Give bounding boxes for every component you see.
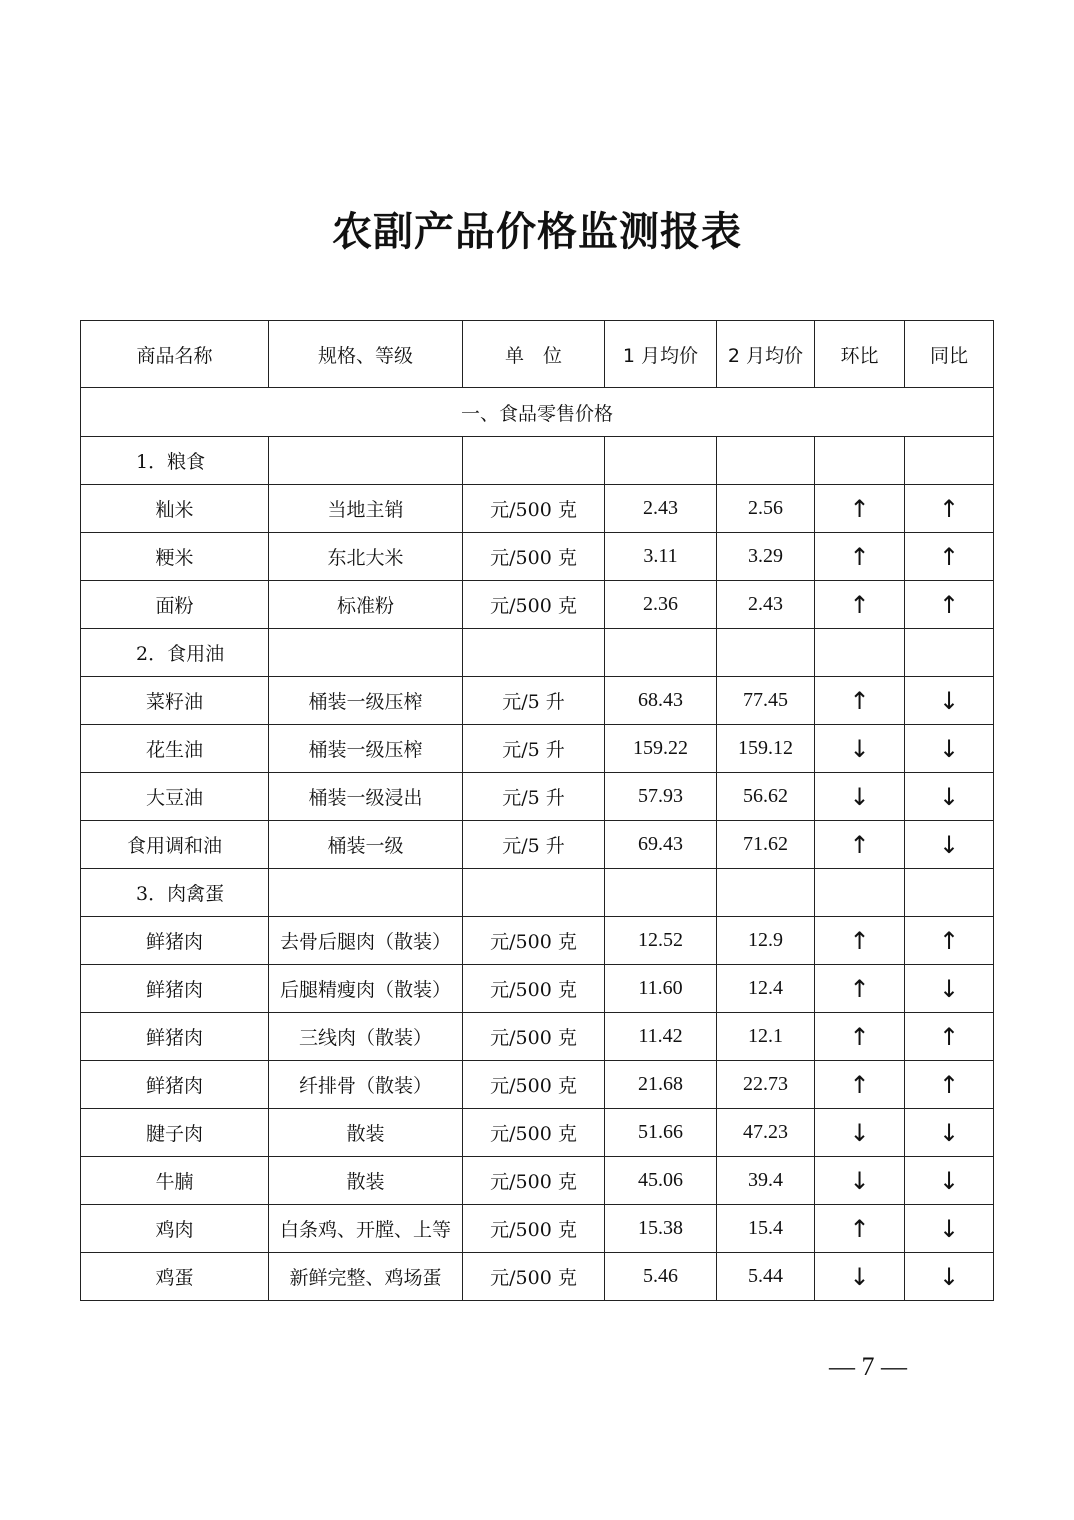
yoy-change-arrow: ↓ bbox=[905, 1109, 994, 1157]
item-unit: 元/500 克 bbox=[463, 1157, 605, 1205]
header-product-name: 商品名称 bbox=[81, 321, 269, 388]
feb-avg-price: 39.4 bbox=[717, 1157, 815, 1205]
item-unit: 元/500 克 bbox=[463, 1013, 605, 1061]
table-row bbox=[81, 965, 994, 1013]
empty-cell bbox=[717, 869, 815, 917]
mom-change-arrow: ↑ bbox=[815, 821, 905, 869]
empty-cell bbox=[463, 869, 605, 917]
item-unit: 元/500 克 bbox=[463, 1205, 605, 1253]
header-mom: 环比 bbox=[815, 321, 905, 388]
feb-avg-price: 2.56 bbox=[717, 485, 815, 533]
item-spec: 纤排骨（散装） bbox=[269, 1061, 463, 1109]
item-unit: 元/500 克 bbox=[463, 581, 605, 629]
feb-avg-price: 12.1 bbox=[717, 1013, 815, 1061]
empty-cell bbox=[463, 629, 605, 677]
feb-avg-price: 12.4 bbox=[717, 965, 815, 1013]
mom-change-arrow: ↑ bbox=[815, 581, 905, 629]
empty-cell bbox=[815, 437, 905, 485]
item-name: 鲜猪肉 bbox=[81, 1061, 269, 1109]
item-spec: 去骨后腿肉（散装） bbox=[269, 917, 463, 965]
item-spec: 桶装一级浸出 bbox=[269, 773, 463, 821]
jan-avg-price: 159.22 bbox=[605, 725, 717, 773]
category-row bbox=[81, 869, 994, 917]
yoy-change-arrow: ↓ bbox=[905, 821, 994, 869]
jan-avg-price: 11.42 bbox=[605, 1013, 717, 1061]
mom-change-arrow: ↓ bbox=[815, 1157, 905, 1205]
item-name: 大豆油 bbox=[81, 773, 269, 821]
yoy-change-arrow: ↓ bbox=[905, 677, 994, 725]
table-header-row bbox=[81, 321, 994, 388]
table-row bbox=[81, 1013, 994, 1061]
item-spec: 后腿精瘦肉（散装） bbox=[269, 965, 463, 1013]
item-unit: 元/500 克 bbox=[463, 1253, 605, 1301]
page-title: 农副产品价格监测报表 bbox=[332, 208, 742, 255]
jan-avg-price: 51.66 bbox=[605, 1109, 717, 1157]
price-table bbox=[80, 320, 994, 1301]
empty-cell bbox=[717, 437, 815, 485]
mom-change-arrow: ↓ bbox=[815, 1109, 905, 1157]
mom-change-arrow: ↓ bbox=[815, 773, 905, 821]
empty-cell bbox=[905, 437, 994, 485]
item-unit: 元/500 克 bbox=[463, 965, 605, 1013]
yoy-change-arrow: ↓ bbox=[905, 1157, 994, 1205]
category-row bbox=[81, 437, 994, 485]
item-unit: 元/5 升 bbox=[463, 821, 605, 869]
jan-avg-price: 12.52 bbox=[605, 917, 717, 965]
mom-change-arrow: ↓ bbox=[815, 1253, 905, 1301]
feb-avg-price: 159.12 bbox=[717, 725, 815, 773]
feb-avg-price: 77.45 bbox=[717, 677, 815, 725]
feb-avg-price: 71.62 bbox=[717, 821, 815, 869]
mom-change-arrow: ↑ bbox=[815, 917, 905, 965]
header-feb-avg: 2 月均价 bbox=[717, 321, 815, 388]
mom-change-arrow: ↑ bbox=[815, 677, 905, 725]
item-name: 籼米 bbox=[81, 485, 269, 533]
mom-change-arrow: ↑ bbox=[815, 965, 905, 1013]
item-name: 食用调和油 bbox=[81, 821, 269, 869]
table-row bbox=[81, 485, 994, 533]
item-name: 鸡蛋 bbox=[81, 1253, 269, 1301]
yoy-change-arrow: ↓ bbox=[905, 1253, 994, 1301]
item-spec: 标准粉 bbox=[269, 581, 463, 629]
table-row bbox=[81, 821, 994, 869]
item-spec: 桶装一级压榨 bbox=[269, 677, 463, 725]
table-row bbox=[81, 1157, 994, 1205]
yoy-change-arrow: ↓ bbox=[905, 965, 994, 1013]
table-row bbox=[81, 1253, 994, 1301]
feb-avg-price: 3.29 bbox=[717, 533, 815, 581]
item-unit: 元/500 克 bbox=[463, 533, 605, 581]
table-row bbox=[81, 1061, 994, 1109]
item-spec: 散装 bbox=[269, 1109, 463, 1157]
jan-avg-price: 11.60 bbox=[605, 965, 717, 1013]
item-spec: 东北大米 bbox=[269, 533, 463, 581]
item-name: 鲜猪肉 bbox=[81, 1013, 269, 1061]
category-name: 2．食用油 bbox=[81, 629, 269, 677]
mom-change-arrow: ↓ bbox=[815, 725, 905, 773]
feb-avg-price: 5.44 bbox=[717, 1253, 815, 1301]
mom-change-arrow: ↑ bbox=[815, 533, 905, 581]
table-row bbox=[81, 917, 994, 965]
item-name: 鲜猪肉 bbox=[81, 965, 269, 1013]
yoy-change-arrow: ↑ bbox=[905, 1061, 994, 1109]
jan-avg-price: 57.93 bbox=[605, 773, 717, 821]
jan-avg-price: 3.11 bbox=[605, 533, 717, 581]
jan-avg-price: 45.06 bbox=[605, 1157, 717, 1205]
table-row bbox=[81, 1205, 994, 1253]
yoy-change-arrow: ↑ bbox=[905, 1013, 994, 1061]
item-name: 花生油 bbox=[81, 725, 269, 773]
yoy-change-arrow: ↓ bbox=[905, 725, 994, 773]
feb-avg-price: 2.43 bbox=[717, 581, 815, 629]
yoy-change-arrow: ↑ bbox=[905, 917, 994, 965]
empty-cell bbox=[717, 629, 815, 677]
yoy-change-arrow: ↓ bbox=[905, 773, 994, 821]
jan-avg-price: 2.36 bbox=[605, 581, 717, 629]
empty-cell bbox=[605, 437, 717, 485]
jan-avg-price: 21.68 bbox=[605, 1061, 717, 1109]
item-name: 鸡肉 bbox=[81, 1205, 269, 1253]
section-row bbox=[81, 388, 994, 437]
empty-cell bbox=[463, 437, 605, 485]
empty-cell bbox=[269, 629, 463, 677]
item-spec: 当地主销 bbox=[269, 485, 463, 533]
mom-change-arrow: ↑ bbox=[815, 1013, 905, 1061]
feb-avg-price: 12.9 bbox=[717, 917, 815, 965]
jan-avg-price: 15.38 bbox=[605, 1205, 717, 1253]
item-unit: 元/500 克 bbox=[463, 1061, 605, 1109]
empty-cell bbox=[815, 629, 905, 677]
item-unit: 元/500 克 bbox=[463, 485, 605, 533]
item-spec: 三线肉（散装） bbox=[269, 1013, 463, 1061]
feb-avg-price: 47.23 bbox=[717, 1109, 815, 1157]
item-spec: 桶装一级压榨 bbox=[269, 725, 463, 773]
mom-change-arrow: ↑ bbox=[815, 1061, 905, 1109]
item-name: 面粉 bbox=[81, 581, 269, 629]
item-name: 腱子肉 bbox=[81, 1109, 269, 1157]
item-spec: 新鲜完整、鸡场蛋 bbox=[269, 1253, 463, 1301]
table-row bbox=[81, 725, 994, 773]
item-name: 牛腩 bbox=[81, 1157, 269, 1205]
feb-avg-price: 15.4 bbox=[717, 1205, 815, 1253]
item-unit: 元/5 升 bbox=[463, 677, 605, 725]
jan-avg-price: 69.43 bbox=[605, 821, 717, 869]
header-spec-grade: 规格、等级 bbox=[269, 321, 463, 388]
empty-cell bbox=[815, 869, 905, 917]
yoy-change-arrow: ↑ bbox=[905, 533, 994, 581]
item-unit: 元/500 克 bbox=[463, 1109, 605, 1157]
item-unit: 元/500 克 bbox=[463, 917, 605, 965]
empty-cell bbox=[605, 869, 717, 917]
jan-avg-price: 5.46 bbox=[605, 1253, 717, 1301]
item-name: 鲜猪肉 bbox=[81, 917, 269, 965]
table-row bbox=[81, 533, 994, 581]
item-spec: 散装 bbox=[269, 1157, 463, 1205]
header-unit: 单 位 bbox=[463, 321, 605, 388]
feb-avg-price: 56.62 bbox=[717, 773, 815, 821]
mom-change-arrow: ↑ bbox=[815, 1205, 905, 1253]
item-unit: 元/5 升 bbox=[463, 725, 605, 773]
empty-cell bbox=[905, 629, 994, 677]
item-name: 粳米 bbox=[81, 533, 269, 581]
header-jan-avg: 1 月均价 bbox=[605, 321, 717, 388]
feb-avg-price: 22.73 bbox=[717, 1061, 815, 1109]
header-yoy: 同比 bbox=[905, 321, 994, 388]
category-name: 1．粮食 bbox=[81, 437, 269, 485]
jan-avg-price: 2.43 bbox=[605, 485, 717, 533]
item-unit: 元/5 升 bbox=[463, 773, 605, 821]
page-number: — 7 — bbox=[829, 1352, 907, 1381]
empty-cell bbox=[269, 437, 463, 485]
section-title: 一、食品零售价格 bbox=[81, 388, 994, 437]
table-row bbox=[81, 1109, 994, 1157]
mom-change-arrow: ↑ bbox=[815, 485, 905, 533]
category-name: 3．肉禽蛋 bbox=[81, 869, 269, 917]
yoy-change-arrow: ↑ bbox=[905, 485, 994, 533]
yoy-change-arrow: ↑ bbox=[905, 581, 994, 629]
jan-avg-price: 68.43 bbox=[605, 677, 717, 725]
empty-cell bbox=[605, 629, 717, 677]
empty-cell bbox=[905, 869, 994, 917]
item-spec: 白条鸡、开膛、上等 bbox=[269, 1205, 463, 1253]
item-name: 菜籽油 bbox=[81, 677, 269, 725]
table-row bbox=[81, 773, 994, 821]
yoy-change-arrow: ↓ bbox=[905, 1205, 994, 1253]
empty-cell bbox=[269, 869, 463, 917]
item-spec: 桶装一级 bbox=[269, 821, 463, 869]
category-row bbox=[81, 629, 994, 677]
table-row bbox=[81, 677, 994, 725]
table-row bbox=[81, 581, 994, 629]
